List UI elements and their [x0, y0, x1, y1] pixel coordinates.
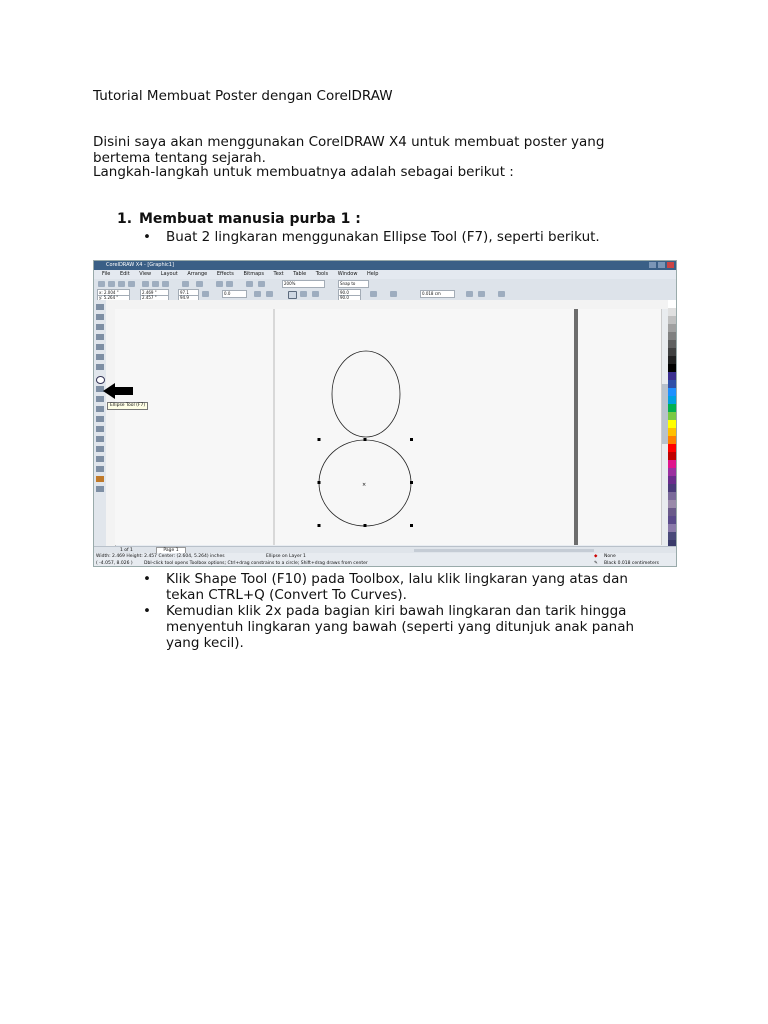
- selection-handle[interactable]: [410, 438, 413, 441]
- coreldraw-screenshot: [93, 260, 677, 567]
- minimize-icon[interactable]: [649, 262, 656, 268]
- paste-icon[interactable]: [162, 281, 169, 287]
- window-title: CorelDRAW X4 - [Graphic1]: [106, 262, 174, 268]
- connector-tool-icon[interactable]: [96, 436, 104, 442]
- palette-swatch[interactable]: [668, 372, 676, 380]
- pointer-arrow-icon: [103, 383, 135, 399]
- palette-swatch[interactable]: [668, 348, 676, 356]
- zoom-select[interactable]: 200%: [282, 280, 325, 288]
- text-tool-icon[interactable]: [96, 406, 104, 412]
- palette-swatch[interactable]: [668, 356, 676, 364]
- bullet-icon: •: [143, 229, 151, 245]
- palette-swatch[interactable]: [668, 452, 676, 460]
- bullet-text-line-1: Klik Shape Tool (F10) pada Toolbox, lalu klik lingkaran yang atas dan: [166, 571, 628, 587]
- selection-handle[interactable]: [410, 481, 413, 484]
- step-1-number: 1.: [117, 211, 133, 227]
- selection-handle[interactable]: [364, 438, 367, 441]
- palette-swatch[interactable]: [668, 484, 676, 492]
- menu-window[interactable]: Window: [337, 271, 358, 277]
- menu-layout[interactable]: Layout: [160, 271, 178, 277]
- vertical-scrollbar[interactable]: [661, 309, 668, 545]
- palette-swatch[interactable]: [668, 388, 676, 396]
- palette-swatch[interactable]: [668, 500, 676, 508]
- palette-swatch[interactable]: [668, 404, 676, 412]
- x-position-field[interactable]: x: 2.004 ": [97, 289, 130, 297]
- bullet-text-line-2: tekan CTRL+Q (Convert To Curves).: [166, 587, 407, 603]
- status-dimensions: Width: 2.469 Height: 2.457 Center: (2.604, 5.264) inches: [96, 554, 225, 559]
- maximize-icon[interactable]: [658, 262, 665, 268]
- menu-text[interactable]: Text: [273, 271, 284, 277]
- redo-icon[interactable]: [196, 281, 203, 287]
- outline-width-select[interactable]: 0.018 cm: [420, 290, 455, 298]
- selection-handle[interactable]: [364, 524, 367, 527]
- palette-swatch[interactable]: [668, 316, 676, 324]
- interactive-fill-tool-icon[interactable]: [96, 486, 104, 492]
- intro-line-2: bertema tentang sejarah.: [93, 150, 266, 166]
- title-bar: [94, 261, 676, 270]
- selection-handle[interactable]: [318, 481, 321, 484]
- selection-handle[interactable]: [318, 524, 321, 527]
- palette-swatch[interactable]: [668, 380, 676, 388]
- convert-to-curves-icon[interactable]: [498, 291, 505, 297]
- close-icon[interactable]: [667, 262, 674, 268]
- rotation-angle-field[interactable]: 0.0: [222, 290, 247, 298]
- application-launcher-icon[interactable]: [246, 281, 253, 287]
- palette-swatch[interactable]: [668, 420, 676, 428]
- outline-tool-icon[interactable]: [96, 466, 104, 472]
- blend-tool-icon[interactable]: [96, 446, 104, 452]
- palette-swatch[interactable]: [668, 396, 676, 404]
- selection-handle[interactable]: [410, 524, 413, 527]
- ellipse-mode-icon[interactable]: [288, 291, 297, 299]
- height-field[interactable]: 2.457 ": [140, 295, 169, 301]
- step-1-heading: [117, 211, 361, 227]
- smart-fill-tool-icon[interactable]: [96, 354, 104, 360]
- to-back-icon[interactable]: [478, 291, 485, 297]
- menu-arrange[interactable]: Arrange: [187, 271, 208, 277]
- wrap-text-icon[interactable]: [390, 291, 397, 297]
- menu-table[interactable]: Table: [293, 271, 307, 277]
- shape-tool-icon[interactable]: [96, 314, 104, 320]
- menu-bar: [94, 270, 676, 279]
- status-object: Ellipse on Layer 1: [266, 554, 306, 559]
- document-title: Tutorial Membuat Poster dengan CorelDRAW: [93, 88, 393, 104]
- eyedropper-tool-icon[interactable]: [96, 456, 104, 462]
- open-icon[interactable]: [108, 281, 115, 287]
- menu-file[interactable]: File: [102, 271, 111, 277]
- welcome-screen-icon[interactable]: [258, 281, 265, 287]
- page-tab[interactable]: Page 1: [156, 547, 185, 554]
- palette-swatch[interactable]: [668, 444, 676, 452]
- bullet-text-line-2: menyentuh lingkaran yang bawah (seperti yang ditunjuk anak panah: [166, 619, 635, 635]
- bullet-text-line-1: Kemudian klik 2x pada bagian kiri bawah lingkaran dan tarik hingga: [166, 603, 627, 619]
- palette-swatch[interactable]: [668, 516, 676, 524]
- palette-swatch[interactable]: [668, 364, 676, 372]
- page-shadow-right: [574, 309, 578, 545]
- pie-mode-icon[interactable]: [300, 291, 307, 297]
- palette-swatch[interactable]: [668, 468, 676, 476]
- fill-tool-icon[interactable]: [96, 476, 104, 482]
- save-icon[interactable]: [118, 281, 125, 287]
- palette-swatch[interactable]: [668, 492, 676, 500]
- cut-icon[interactable]: [142, 281, 149, 287]
- snap-to-select[interactable]: Snap to: [338, 280, 369, 288]
- center-mark: ×: [362, 482, 367, 488]
- menu-view[interactable]: View: [139, 271, 152, 277]
- selection-handle[interactable]: [318, 438, 321, 441]
- cursor-coordinates: ( -4.057, 8.026 ): [96, 561, 133, 566]
- scale-height-field[interactable]: 94.9: [178, 295, 199, 301]
- palette-swatch[interactable]: [668, 340, 676, 348]
- to-front-icon[interactable]: [466, 291, 473, 297]
- y-position-field[interactable]: y: 5.264 ": [97, 295, 130, 301]
- color-palette[interactable]: [668, 300, 676, 550]
- rectangle-tool-icon[interactable]: [96, 364, 104, 370]
- export-icon[interactable]: [226, 281, 233, 287]
- mirror-vertical-icon[interactable]: [266, 291, 273, 297]
- drawing-svg: [115, 309, 661, 545]
- palette-swatch[interactable]: [668, 308, 676, 316]
- zoom-tool-icon[interactable]: [96, 334, 104, 340]
- fill-icon: ◆: [594, 554, 598, 559]
- palette-swatch[interactable]: [668, 524, 676, 532]
- arc-end-angle-field[interactable]: 90.0: [338, 295, 361, 301]
- status-bar-top: [94, 553, 676, 560]
- palette-swatch[interactable]: [668, 332, 676, 340]
- fill-status: None: [604, 554, 616, 559]
- page-count: 1 of 1: [120, 548, 133, 553]
- width-field[interactable]: 2.469 ": [140, 289, 169, 297]
- dimension-tool-icon[interactable]: [96, 426, 104, 432]
- table-tool-icon[interactable]: [96, 416, 104, 422]
- direction-icon[interactable]: [370, 291, 377, 297]
- palette-swatch[interactable]: [668, 412, 676, 420]
- palette-swatch[interactable]: [668, 460, 676, 468]
- bullet-icon: •: [143, 603, 151, 619]
- crop-tool-icon[interactable]: [96, 324, 104, 330]
- palette-swatch[interactable]: [668, 532, 676, 540]
- bullet-icon: •: [143, 571, 151, 587]
- new-icon[interactable]: [98, 281, 105, 287]
- palette-swatch[interactable]: [668, 476, 676, 484]
- freehand-tool-icon[interactable]: [96, 344, 104, 350]
- upper-circle[interactable]: [332, 351, 400, 437]
- menu-effects[interactable]: Effects: [216, 271, 234, 277]
- drawing-canvas[interactable]: [115, 309, 661, 545]
- tooltip: Ellipse Tool (F7): [107, 402, 148, 410]
- status-bar-bottom: [94, 560, 676, 567]
- palette-swatch[interactable]: [668, 428, 676, 436]
- step-1-title: Membuat manusia purba 1 :: [139, 211, 361, 227]
- horizontal-scrollbar[interactable]: [414, 549, 594, 552]
- menu-help[interactable]: Help: [367, 271, 379, 277]
- pick-tool-icon[interactable]: [96, 304, 104, 310]
- palette-swatch[interactable]: [668, 436, 676, 444]
- undo-icon[interactable]: [182, 281, 189, 287]
- mirror-horizontal-icon[interactable]: [254, 291, 261, 297]
- outline-pen-icon: ✎: [594, 561, 598, 566]
- print-icon[interactable]: [128, 281, 135, 287]
- arc-start-angle-field[interactable]: 90.0: [338, 289, 361, 297]
- palette-swatch[interactable]: [668, 324, 676, 332]
- palette-swatch[interactable]: [668, 508, 676, 516]
- intro-line-3: Langkah-langkah untuk membuatnya adalah sebagai berikut :: [93, 164, 514, 180]
- menu-bitmaps[interactable]: Bitmaps: [243, 271, 264, 277]
- copy-icon[interactable]: [152, 281, 159, 287]
- palette-swatch[interactable]: [668, 300, 676, 308]
- arc-mode-icon[interactable]: [312, 291, 319, 297]
- import-icon[interactable]: [216, 281, 223, 287]
- status-hint: Dbl-click tool opens Toolbox options; Ctrl+drag constrains to a circle; Shift+drag draws from center: [144, 561, 368, 566]
- menu-edit[interactable]: Edit: [119, 271, 130, 277]
- lock-ratio-icon[interactable]: [202, 291, 209, 297]
- intro-line-1: Disini saya akan menggunakan CorelDRAW X4 untuk membuat poster yang: [93, 134, 605, 150]
- menu-tools[interactable]: Tools: [315, 271, 329, 277]
- outline-status: Black 0.018 centimeters: [604, 561, 659, 566]
- scale-width-field[interactable]: 97.1: [178, 289, 199, 297]
- bullet-text: Buat 2 lingkaran menggunakan Ellipse Tool (F7), seperti berikut.: [166, 229, 600, 245]
- bullet-text-line-3: yang kecil).: [166, 635, 244, 651]
